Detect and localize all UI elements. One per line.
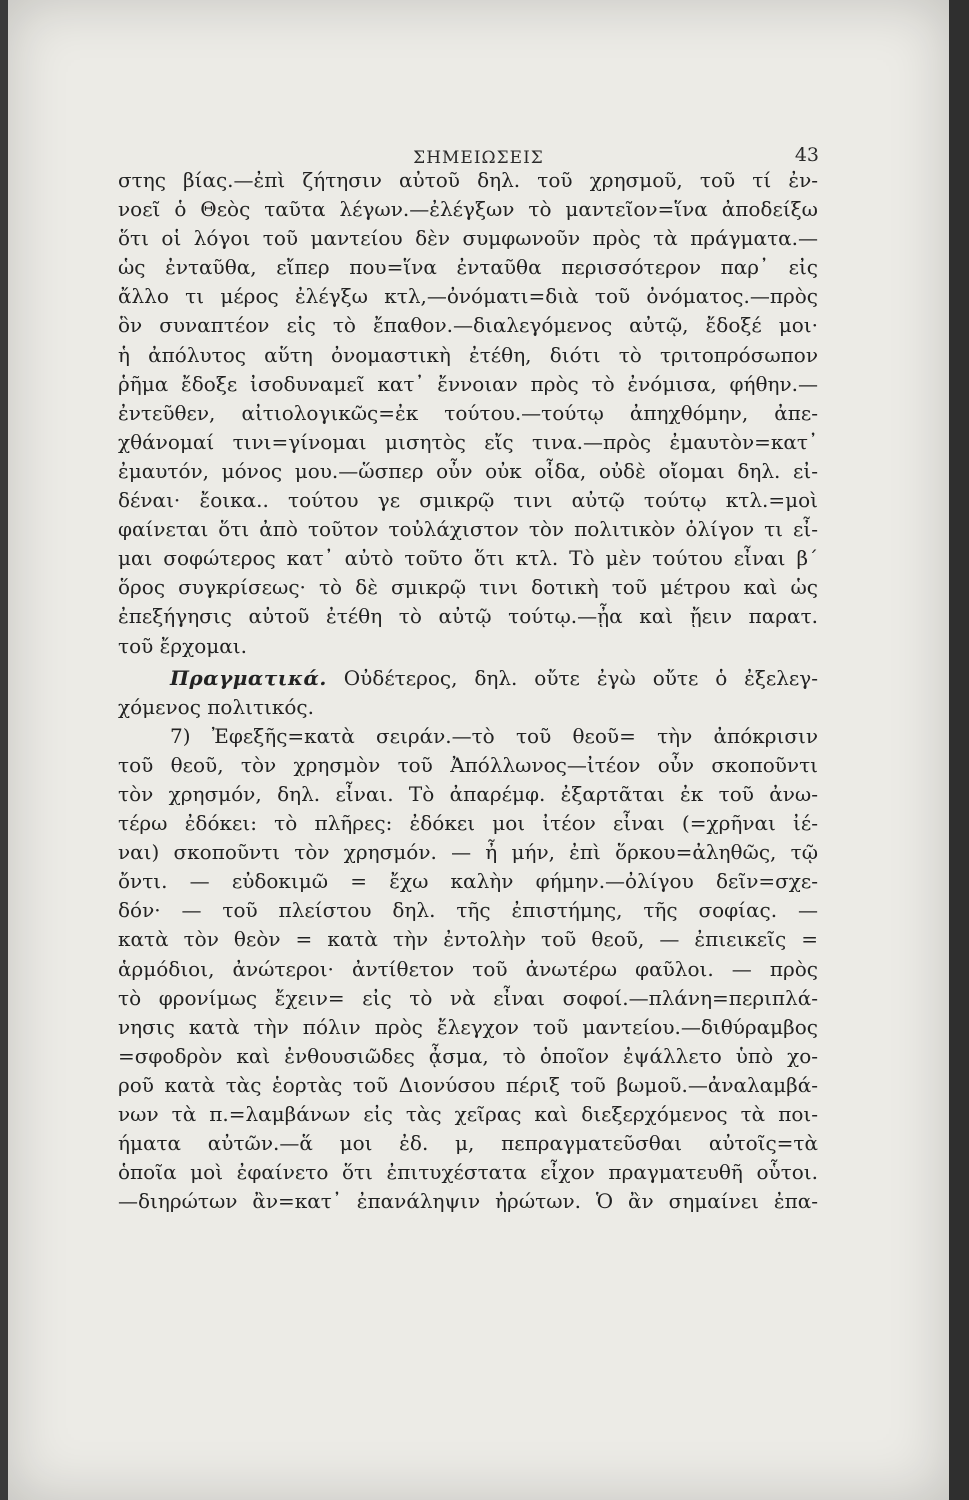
- text-line: ήματα αὐτῶν.—ἅ μοι ἐδ. μ, πεπραγματεῦσθαι αὐτοῖς=τὰ: [118, 1131, 818, 1156]
- text-line: χόμενος πολιτικός.: [118, 694, 314, 719]
- text-line: ἐπεξήγησις αὐτοῦ ἐτέθη τὸ αὐτῷ τούτῳ.—ᾖα καὶ ᾔειν παρατ.: [118, 604, 818, 629]
- scan-right-edge: [949, 0, 969, 1500]
- text-line: στης βίας.—ἐπὶ ζήτησιν αὐτοῦ δηλ. τοῦ χρησμοῦ, τοῦ τί ἐν-: [118, 168, 818, 192]
- notes-body: [118, 166, 818, 1216]
- text-line: νων τὰ π.=λαμβάνων εἰς τὰς χεῖρας καὶ διεξερχόμενος τὰ ποι-: [118, 1102, 818, 1126]
- text-line: ῥῆμα ἔδοξε ἰσοδυναμεῖ κατ᾿ ἔννοιαν πρὸς τὸ ἐνόμισα, φήθην.—: [118, 371, 818, 396]
- text-line: χθάνομαί τινι=γίνομαι μισητὸς εἴς τινα.—πρὸς ἐμαυτὸν=κατ᾿: [118, 429, 818, 454]
- section-heading-text: Οὐδέτερος, δηλ. οὔτε ἐγὼ οὔτε ὁ ἐξελεγ-: [343, 665, 819, 690]
- text-line: τοῦ θεοῦ, τὸν χρησμὸν τοῦ Ἀπόλλωνος—ἰτέον οὖν σκοποῦντι: [118, 752, 818, 777]
- text-line: δόν· — τοῦ πλείστου δηλ. τῆς ἐπιστήμης, τῆς σοφίας. —: [118, 898, 818, 923]
- text-line: =σφοδρὸν καὶ ἐνθουσιῶδες ᾆσμα, τὸ ὁποῖον ἐψάλλετο ὑπὸ χο-: [118, 1043, 818, 1068]
- section-7-first-line: 7) Ἐφεξῆς=κατὰ σειράν.—τὸ τοῦ θεοῦ= τὴν ἀπόκρισιν: [170, 723, 818, 748]
- text-line: κατὰ τὸν θεὸν = κατὰ τὴν ἐντολὴν τοῦ θεοῦ, — ἐπιεικεῖς =: [118, 927, 818, 952]
- text-line: νησις κατὰ τὴν πόλιν πρὸς ἔλεγχον τοῦ μαντείου.—διθύραμβος: [118, 1014, 818, 1039]
- text-line: τέρω ἐδόκει: τὸ πλῆρες: ἐδόκει μοι ἰτέον εἶναι (=χρῆναι ἰέ-: [118, 811, 818, 836]
- text-line: ροῦ κατὰ τὰς ἑορτὰς τοῦ Διονύσου πέριξ τοῦ βωμοῦ.—ἀναλαμβά-: [118, 1072, 818, 1097]
- text-line: ἐμαυτόν, μόνος μου.—ὥσπερ οὖν οὐκ οἶδα, οὐδὲ οἴομαι δηλ. εἰ-: [118, 458, 818, 483]
- text-line: δέναι· ἔοικα.. τούτου γε σμικρῷ τινι αὐτῷ τούτῳ κτλ.=μοὶ: [118, 488, 818, 513]
- text-line: τὸ φρονίμως ἔχειν= εἰς τὸ νὰ εἶναι σοφοί.—πλάνη=περιπλά-: [118, 985, 818, 1010]
- book-page: [8, 0, 949, 1500]
- text-line: τὸν χρησμόν, δηλ. εἶναι. Τὸ ἀπαρέμφ. ἐξαρτᾶται ἐκ τοῦ ἀνω-: [118, 781, 818, 806]
- scan-left-edge: [0, 0, 8, 1500]
- text-line: ἁρμόδιοι, ἀνώτεροι· ἀντίθετον τοῦ ἀνωτέρω φαῦλοι. — πρὸς: [118, 956, 818, 981]
- text-line: ἄλλο τι μέρος ἐλέγξω κτλ,—ὀνόματι=διὰ τοῦ ὀνόματος.—πρὸς: [118, 284, 818, 309]
- section-heading-line: [118, 664, 818, 693]
- text-line: ὁποῖα μοὶ ἐφαίνετο ὅτι ἐπιτυχέστατα εἶχον πραγματευθῆ οὗτοι.: [118, 1160, 818, 1185]
- text-line: ὅτι οἱ λόγοι τοῦ μαντείου δὲν συμφωνοῦν πρὸς τὰ πράγματα.—: [118, 226, 818, 251]
- text-line: ὄντι. — εὐδοκιμῶ = ἔχω καλὴν φήμην.—ὀλίγου δεῖν=σχε-: [118, 869, 818, 894]
- text-line: ναι) σκοποῦντι τὸν χρησμόν. — ἦ μήν, ἐπὶ ὅρκου=ἀληθῶς, τῷ: [118, 840, 818, 865]
- text-line: ὃν συναπτέον εἰς τὸ ἔπαθον.—διαλεγόμενος αὐτῷ, ἔδοξέ μοι·: [118, 313, 818, 338]
- text-line: ὡς ἐνταῦθα, εἴπερ που=ἵνα ἐνταῦθα περισσότερον παρ᾿ εἰς: [118, 255, 818, 280]
- text-line: ὅρος συγκρίσεως· τὸ δὲ σμικρῷ τινι δοτικὴ τοῦ μέτρου καὶ ὡς: [118, 575, 818, 600]
- text-line: —διηρώτων ἂν=κατ᾿ ἐπανάληψιν ἠρώτων. Ὁ ἂν σημαίνει ἐπα-: [118, 1189, 818, 1214]
- section-heading: Πραγματικά.: [170, 665, 327, 690]
- text-line: ἐντεῦθεν, αἰτιολογικῶς=ἐκ τούτου.—τούτῳ ἀπηχθόμην, ἀπε-: [118, 400, 818, 425]
- text-line: μαι σοφώτερος κατ᾿ αὐτὸ τοῦτο ὅτι κτλ. Τὸ μὲν τούτου εἶναι β΄: [118, 546, 818, 571]
- page-number: 43: [794, 144, 819, 166]
- text-line: τοῦ ἔρχομαι.: [118, 633, 247, 658]
- running-header: ΣΗΜΕΙΩΣΕΙΣ: [413, 148, 544, 168]
- text-line: φαίνεται ὅτι ἀπὸ τοῦτον τοὐλάχιστον τὸν πολιτικὸν ὀλίγον τι εἶ-: [118, 517, 818, 542]
- text-line: νοεῖ ὁ Θεὸς ταῦτα λέγων.—ἐλέγξων τὸ μαντεῖον=ἵνα ἀποδείξω: [118, 197, 818, 222]
- text-line: ἡ ἀπόλυτος αὕτη ὀνομαστικὴ ἐτέθη, διότι τὸ τριτοπρόσωπον: [118, 342, 818, 367]
